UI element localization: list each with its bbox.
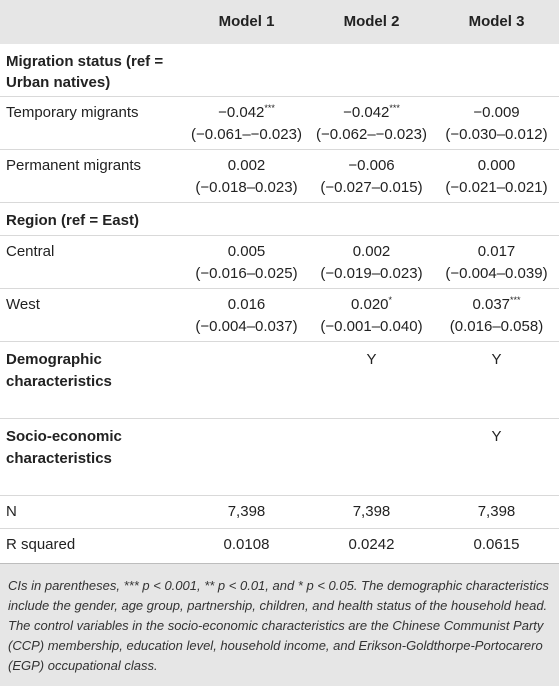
cell-value: 0.000 — [477, 157, 516, 174]
cell-value: 0.0242 — [309, 529, 434, 564]
cell-value: 0.017 — [477, 243, 516, 260]
table-row-r-squared — [0, 529, 559, 564]
row-label: R squared — [0, 529, 184, 564]
cell-ci: (0.016–0.058) — [434, 316, 559, 342]
cell-ci: (−0.016–0.025) — [184, 263, 309, 289]
table-row — [0, 97, 559, 125]
cell-ci: (−0.030–0.012) — [434, 124, 559, 150]
cell-value: −0.042*** — [343, 103, 400, 121]
cell-ci: (−0.021–0.021) — [434, 177, 559, 203]
row-label: Central — [6, 243, 55, 260]
cell-value: Y — [366, 351, 377, 368]
cell-value: 0.0615 — [434, 529, 559, 564]
section-label: Region (ref = East) — [0, 203, 559, 236]
cell-value — [309, 419, 434, 474]
cell-ci: (−0.019–0.023) — [309, 263, 434, 289]
table-row-ci — [0, 316, 559, 342]
cell-value — [184, 342, 309, 397]
section-label: Migration status (ref = Urban natives) — [0, 44, 184, 97]
table-row — [0, 150, 559, 178]
section-migration-status — [0, 44, 559, 97]
cell-value: 0.037*** — [472, 295, 521, 313]
spacer-row — [0, 396, 559, 419]
header-model-3: Model 3 — [434, 0, 559, 44]
table-row-ci — [0, 124, 559, 150]
cell-value: 0.005 — [227, 243, 266, 260]
header-model-1: Model 1 — [184, 0, 309, 44]
table-row-socio-economic — [0, 419, 559, 474]
cell-value: 0.016 — [227, 296, 266, 313]
cell-value: 0.002 — [352, 243, 391, 260]
row-label: West — [6, 296, 40, 313]
cell-value: −0.006 — [348, 157, 395, 174]
cell-ci: (−0.061–−0.023) — [184, 124, 309, 150]
cell-ci: (−0.027–0.015) — [309, 177, 434, 203]
cell-value: 0.002 — [227, 157, 266, 174]
row-label: Permanent migrants — [6, 157, 142, 174]
cell-ci: (−0.004–0.039) — [434, 263, 559, 289]
header-empty — [0, 0, 184, 44]
table-row-n — [0, 496, 559, 529]
cell-value: 0.0108 — [184, 529, 309, 564]
row-label: N — [0, 496, 184, 529]
cell-ci: (−0.018–0.023) — [184, 177, 309, 203]
row-label: Temporary migrants — [6, 104, 139, 121]
cell-value: 7,398 — [184, 496, 309, 529]
cell-value: 7,398 — [309, 496, 434, 529]
cell-ci: (−0.001–0.040) — [309, 316, 434, 342]
header-model-2: Model 2 — [309, 0, 434, 44]
cell-ci: (−0.004–0.037) — [184, 316, 309, 342]
row-label: Demographic characteristics — [6, 351, 112, 390]
cell-value: 7,398 — [434, 496, 559, 529]
cell-value: −0.009 — [473, 104, 520, 121]
row-label: Socio-economic characteristics — [6, 428, 122, 467]
table-row-demographic — [0, 342, 559, 397]
table-footnote: CIs in parentheses, *** p < 0.001, ** p < 0.01, and * p < 0.05. The demographic characteristics include the gender, age group, partnership, children, and health status of the household head. The control variables in the socio-economic characteristics are the Chinese Communist Party (CCP) membership, education level, household income, and Erikson-Goldthorpe-Portocarero (EGP) occupational class. — [0, 564, 559, 686]
table-header-row — [0, 0, 559, 44]
table-row — [0, 289, 559, 317]
cell-value: Y — [491, 428, 502, 445]
section-region — [0, 203, 559, 236]
cell-value: 0.020* — [350, 295, 393, 313]
cell-value — [184, 419, 309, 474]
table-row-ci — [0, 177, 559, 203]
cell-ci: (−0.062–−0.023) — [309, 124, 434, 150]
cell-value: Y — [491, 351, 502, 368]
table-row — [0, 236, 559, 264]
cell-value: −0.042*** — [218, 103, 275, 121]
spacer-row — [0, 473, 559, 496]
table-row-ci — [0, 263, 559, 289]
